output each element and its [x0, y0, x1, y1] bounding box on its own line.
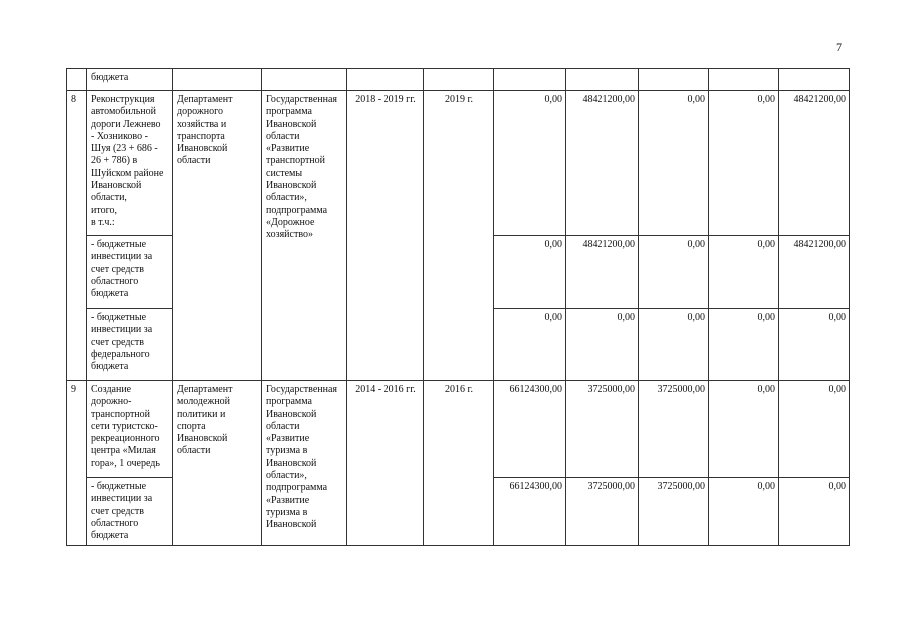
period: 2018 - 2019 гг. — [347, 91, 424, 381]
value-cell: 48421200,00 — [779, 236, 850, 309]
year — [424, 69, 494, 91]
value-cell: 0,00 — [639, 309, 709, 381]
value-cell: 0,00 — [709, 381, 779, 478]
program — [262, 69, 347, 91]
value-cell: 66124300,00 — [494, 478, 566, 546]
value-cell: 3725000,00 — [566, 478, 639, 546]
value-cell: 0,00 — [779, 381, 850, 478]
value-cell: 48421200,00 — [566, 91, 639, 236]
value-cell: 48421200,00 — [566, 236, 639, 309]
value-cell: 0,00 — [494, 309, 566, 381]
value-cell: 0,00 — [709, 236, 779, 309]
department — [173, 69, 262, 91]
object-name: - бюджетные инвестиции за счет средств федерального бюджета — [87, 309, 173, 381]
page-number: 7 — [836, 40, 842, 54]
value-cell — [566, 69, 639, 91]
period — [347, 69, 424, 91]
object-name: - бюджетные инвестиции за счет средств областного бюджета — [87, 236, 173, 309]
object-name: Создание дорожно- транспортной сети туристско- рекреационного центра «Милая гора», 1 очередь — [87, 381, 173, 478]
value-cell — [709, 69, 779, 91]
value-cell: 0,00 — [566, 309, 639, 381]
value-cell: 0,00 — [494, 236, 566, 309]
value-cell: 0,00 — [709, 91, 779, 236]
row-index: 9 — [67, 381, 87, 546]
value-cell: 48421200,00 — [779, 91, 850, 236]
object-name: Реконструкция автомобильной дороги Лежнево - Хозниково - Шуя (23 + 686 - 26 + 786) в Шуйском районе Ивановской области, итого, в т.ч.: — [87, 91, 173, 236]
table-row — [67, 91, 850, 236]
department: Департамент молодежной политики и спорта Ивановской области — [173, 381, 262, 546]
object-name: бюджета — [87, 69, 173, 91]
value-cell: 3725000,00 — [566, 381, 639, 478]
value-cell: 0,00 — [494, 91, 566, 236]
value-cell — [494, 69, 566, 91]
year: 2019 г. — [424, 91, 494, 381]
period: 2014 - 2016 гг. — [347, 381, 424, 546]
value-cell: 3725000,00 — [639, 381, 709, 478]
department: Департамент дорожного хозяйства и транспорта Ивановской области — [173, 91, 262, 381]
program: Государственная программа Ивановской области «Развитие транспортной системы Ивановской области», подпрограмма «Дорожное хозяйство» — [262, 91, 347, 381]
row-index: 8 — [67, 91, 87, 381]
value-cell: 0,00 — [779, 478, 850, 546]
row-index — [67, 69, 87, 91]
value-cell: 0,00 — [779, 309, 850, 381]
value-cell: 0,00 — [639, 91, 709, 236]
program: Государственная программа Ивановской области «Развитие туризма в Ивановской области», подпрограмма «Развитие туризма в Ивановской — [262, 381, 347, 546]
investment-table — [66, 68, 850, 546]
value-cell: 66124300,00 — [494, 381, 566, 478]
value-cell — [779, 69, 850, 91]
value-cell: 0,00 — [709, 309, 779, 381]
value-cell: 0,00 — [639, 236, 709, 309]
value-cell: 3725000,00 — [639, 478, 709, 546]
value-cell: 0,00 — [709, 478, 779, 546]
table-row — [67, 69, 850, 91]
object-name: - бюджетные инвестиции за счет средств областного бюджета — [87, 478, 173, 546]
value-cell — [639, 69, 709, 91]
table-row — [67, 381, 850, 478]
year: 2016 г. — [424, 381, 494, 546]
